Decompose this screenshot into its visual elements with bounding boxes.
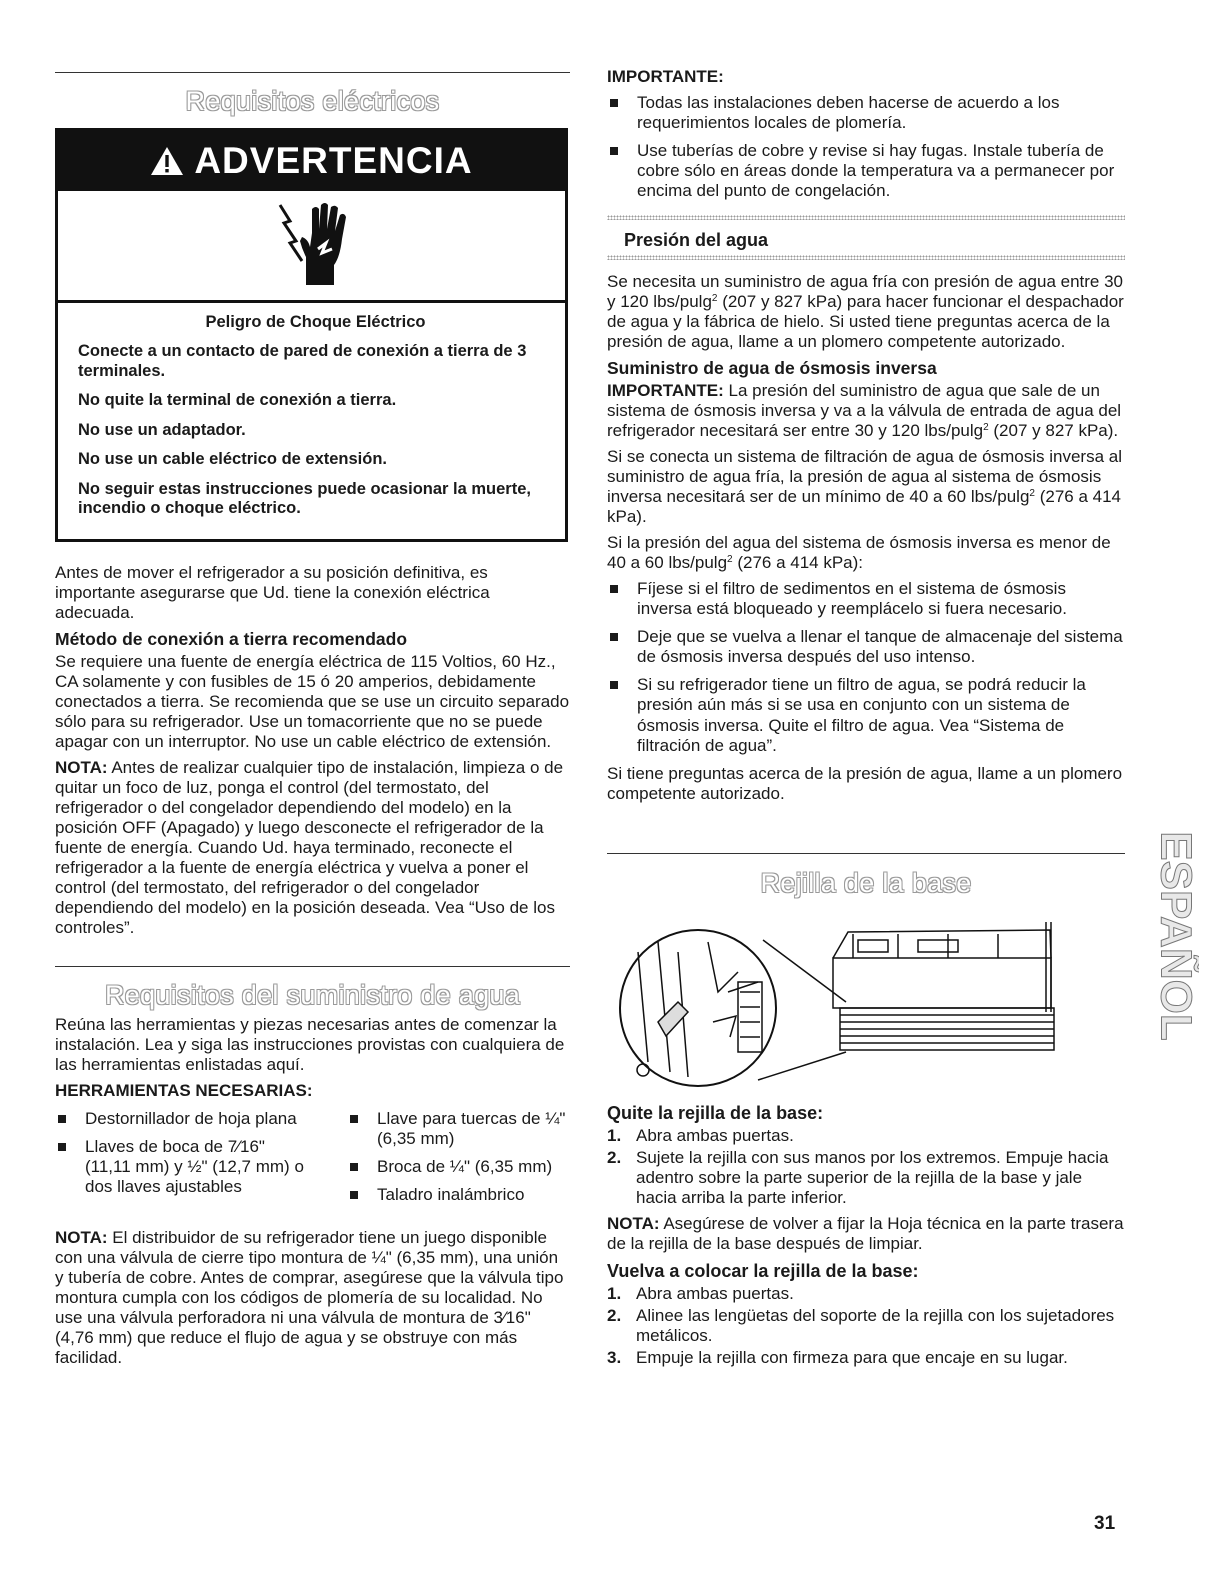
section-title-electrical: Requisitos eléctricos: [185, 86, 440, 116]
ro-importante-paragraph: [607, 381, 1125, 441]
warning-line: Conecte a un contacto de pared de conexión a tierra de 3 terminales.: [78, 342, 527, 380]
step-number: 2.: [607, 1305, 622, 1325]
superscript: 2: [1029, 488, 1035, 500]
warning-line: No use un cable eléctrico de extensión.: [78, 450, 388, 469]
top-rule-left: [55, 72, 570, 73]
text-run: Se necesita un suministro de agua fría con presión de agua entre 30 y 120 lbs/pulg: [607, 272, 1124, 312]
warning-title: ADVERTENCIA: [194, 140, 473, 181]
warning-header: [58, 131, 565, 191]
nota2-block: [55, 1228, 570, 1374]
warning-line: No quite la terminal de conexión a tierra.: [78, 391, 397, 410]
step-number: 1.: [607, 1283, 622, 1303]
tools-heading: HERRAMIENTAS NECESARIAS:: [55, 1081, 313, 1101]
ro-paragraph: [607, 533, 1125, 573]
grounding-paragraph: Se requiere una fuente de energía eléctrica de 115 Voltios, 60 Hz., CA solamente y con fusibles de 15 ó 20 amperios, debidamente conectados a tierra. Se recomienda que se use un circuito separado sólo para su refrigerador. Use un tomacorriente que no se puede apagar con un interruptor. No use un cable eléctrico de extensión.: [55, 651, 570, 751]
nota-paragraph: [55, 758, 570, 938]
warning-hazard-title: Peligro de Choque Eléctrico: [205, 313, 426, 331]
tools-column-2: [347, 1109, 572, 1213]
warning-line: No use un adaptador.: [78, 420, 246, 439]
step-text: Alinee las lengüetas del soporte de la rejilla con los sujetadores metálicos.: [636, 1305, 1115, 1345]
nota-text: Antes de realizar cualquier tipo de instalación, limpieza o de quitar un foco de luz, ponga el control (del termostato, del refrigerador o del congelador dependiendo del modelo) en la posición OFF (Apagado) y luego desconecte el refrigerador de la fuente de energía. Cuando Ud. haya terminado, reconecte el refrigerador a la fuente de energía eléctrica y vuelva a poner el control (del termostato, del refrigerador o del congelador dependiendo del modelo) en la posición deseada. Vea “Uso de los controles”.: [55, 758, 564, 938]
list-item: Taladro inalámbrico: [347, 1185, 572, 1205]
list-item: [607, 1126, 1125, 1146]
step-text: Sujete la rejilla con sus manos por los extremos. Empuje hacia adentro sobre la parte superior de la rejilla de la base y jale hacia arriba la parte inferior.: [636, 1148, 1109, 1208]
list-item: [607, 1306, 1125, 1346]
nota-text: Asegúrese de volver a fijar la Hoja técnica en la parte trasera de la rejilla de la base después de limpiar.: [607, 1214, 1124, 1254]
text-run: La presión del suministro de agua que sale de un sistema de ósmosis inversa y va a la válvula de entrada de agua del refrigerador necesitará ser entre 30 y 120 lbs/pulg: [607, 380, 1122, 440]
ro-list: [607, 579, 1125, 755]
warning-line: No seguir estas instrucciones puede ocasionar la muerte, incendio o choque eléctrico.: [78, 479, 531, 518]
ro-paragraph: [607, 447, 1125, 527]
water-section-rule: [55, 966, 570, 967]
replace-heading: Vuelva a colocar la rejilla de la base:: [607, 1260, 919, 1281]
nota-paragraph: [607, 1214, 1125, 1254]
electric-shock-hand-icon: [276, 199, 356, 294]
importante-label: IMPORTANTE:: [607, 380, 724, 400]
grounding-heading: Método de conexión a tierra recomendado: [55, 629, 408, 650]
text-run: (207 y 827 kPa).: [988, 420, 1119, 440]
superscript: 2: [983, 421, 989, 433]
electrical-body: [55, 563, 570, 944]
importante-list: [607, 93, 1125, 201]
step-text: Abra ambas puertas.: [636, 1283, 794, 1303]
step-number: 3.: [607, 1347, 622, 1367]
grille-instructions: [607, 1103, 1125, 1370]
list-item: Todas las instalaciones deben hacerse de acuerdo a los requerimientos locales de plomería.: [607, 93, 1125, 133]
list-item: Use tuberías de cobre y revise si hay fugas. Instale tubería de cobre sólo en áreas donde la temperatura va a permanecer por encima del punto de congelación.: [607, 141, 1125, 201]
step-number: 1.: [607, 1126, 622, 1146]
step-text: Abra ambas puertas.: [636, 1126, 794, 1146]
step-number: 2.: [607, 1148, 622, 1168]
intro-paragraph: Antes de mover el refrigerador a su posición definitiva, es importante asegurarse que Ud. tiene la conexión eléctrica adecuada.: [55, 563, 490, 623]
nota-label: NOTA:: [607, 1214, 660, 1234]
ro-closing: Si tiene preguntas acerca de la presión de agua, llame a un plomero competente autorizado.: [607, 763, 1123, 803]
section-title-grille: Rejilla de la base: [760, 868, 972, 898]
pressure-heading: Presión del agua: [624, 230, 769, 250]
superscript: 2: [727, 554, 733, 566]
list-item: Deje que se vuelva a llenar el tanque de almacenaje del sistema de ósmosis inversa después del uso intenso.: [607, 627, 1125, 667]
tools-column-1: [55, 1109, 315, 1205]
warning-text: [78, 313, 553, 529]
nota-text: El distribuidor de su refrigerador tiene un juego disponible con una válvula de cierre tipo montura de ¼" (6,35 mm), una unión y tubería de cobre. Antes de comprar, asegúrese que la válvula tipo montura cumpla con los códigos de plomería de su localidad. No use una válvula perforadora ni una válvula de montura de 3⁄16" (4,76 mm) que reduce el flujo de agua y se obstruye con más facilidad.: [55, 1228, 564, 1368]
pressure-bottom-rule: [607, 255, 1125, 260]
language-side-tab: [1147, 820, 1199, 1052]
list-item: [607, 1348, 1125, 1368]
step-text: Empuje la rejilla con firmeza para que encaje en su lugar.: [636, 1347, 1068, 1367]
list-item: [607, 1284, 1125, 1304]
pressure-top-rule: [607, 215, 1125, 220]
list-item: Si su refrigerador tiene un filtro de agua, se podrá reducir la presión aún más si se usa en conjunto con un sistema de ósmosis inversa. Quite el filtro de agua. Vea “Sistema de filtración de agua”.: [607, 675, 1125, 755]
remove-heading: Quite la rejilla de la base:: [607, 1103, 824, 1123]
warning-separator: [58, 300, 565, 303]
nota-label: NOTA:: [55, 758, 108, 778]
text-run: Si la presión del agua del sistema de ósmosis inversa es menor de 40 a 60 lbs/pulg: [607, 533, 1111, 573]
superscript: 2: [711, 293, 718, 305]
ro-heading: Suministro de agua de ósmosis inversa: [607, 358, 937, 379]
pressure-paragraph: [607, 272, 1125, 352]
importante-block: [607, 67, 1125, 209]
list-item: Llaves de boca de 7⁄16" (11,11 mm) y ½" (12,7 mm) o dos llaves ajustables: [55, 1137, 315, 1197]
text-run: (276 a 414 kPa):: [732, 553, 864, 573]
pressure-body: [607, 272, 1125, 810]
water-intro: Reúna las herramientas y piezas necesarias antes de comenzar la instalación. Lea y siga las instrucciones provistas con cualquiera de las herramientas enlistadas aquí.: [55, 1015, 565, 1075]
remove-steps: [607, 1126, 1125, 1208]
warning-triangle-icon: [150, 140, 194, 181]
text-run: (207 y 827 kPa) para hacer funcionar el despachador de agua y la fábrica de hielo. Si usted tiene preguntas acerca de la presión de agua, llame a un plomero competente autorizado.: [607, 292, 1124, 352]
section-title-water: Requisitos del suministro de agua: [104, 980, 521, 1010]
nota-label: NOTA:: [55, 1228, 108, 1247]
page-number: 31: [1094, 1513, 1116, 1534]
replace-steps: [607, 1284, 1125, 1368]
base-grille-illustration: [618, 912, 1068, 1112]
nota-paragraph: [55, 1228, 570, 1368]
list-item: Fíjese si el filtro de sedimentos en el sistema de ósmosis inversa está bloqueado y reemplácelo si fuera necesario.: [607, 579, 1125, 619]
importante-heading: IMPORTANTE:: [607, 67, 724, 86]
list-item: Llave para tuercas de ¼" (6,35 mm): [347, 1109, 572, 1149]
text-run: Si se conecta un sistema de filtración de agua de ósmosis inversa al suministro de agua fría, la presión de agua al sistema de ósmosis inversa necesitará ser de un mínimo de 40 a 60 lbs/pulg: [607, 446, 1122, 507]
side-tab-text: ESPAÑOL: [1151, 831, 1199, 1041]
text-run: (276 a 414 kPa).: [607, 487, 1121, 527]
grille-section-rule: [607, 853, 1125, 854]
water-intro-block: [55, 1015, 570, 1101]
list-item: Broca de ¼" (6,35 mm): [347, 1157, 572, 1177]
warning-box: [55, 128, 568, 542]
list-item: Destornillador de hoja plana: [55, 1109, 315, 1129]
list-item: [607, 1148, 1125, 1208]
